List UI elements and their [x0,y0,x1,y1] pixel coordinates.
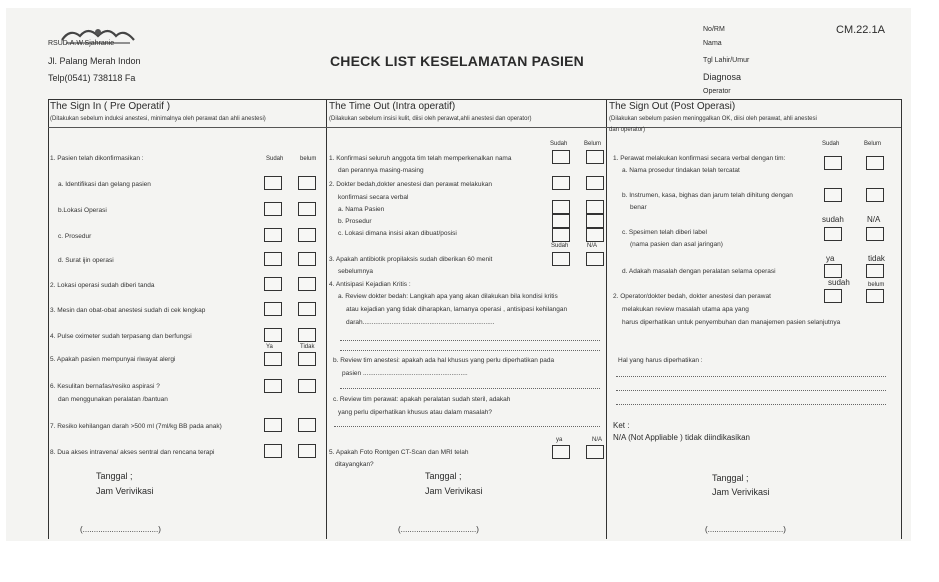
sign-out-col-tidak: tidak [868,254,885,263]
sign-out-item: 1. Perawat melakukan konfirmasi secara verbal dengan tim: [613,155,786,162]
sign-in-procedure-belum-checkbox[interactable] [298,228,316,242]
time-out-incision-belum-checkbox[interactable] [586,228,604,242]
sign-in-blood-loss-ya-checkbox[interactable] [264,418,282,432]
sign-out-item: melakukan review masalah utama apa yang [622,306,749,313]
sign-in-item: a. Identifikasi dan gelang pasien [58,181,151,188]
column-divider [326,99,327,539]
time-out-col-na: N/A [587,243,598,249]
sign-in-item: dan menggunakan peralatan /bantuan [58,396,168,403]
sign-in-col-tidak: Tidak [300,344,315,350]
sign-out-item: b. Instrumen, kasa, bighas dan jarum telah dihitung dengan [622,192,793,199]
sign-in-item: 1. Pasien telah dikonfirmasikan : [50,155,144,162]
time-out-item: 2. Dokter bedah,dokter anestesi dan perawat melakukan [329,181,492,188]
page-title: CHECK LIST KESELAMATAN PASIEN [330,53,584,69]
form-code: CM.22.1A [836,24,885,36]
time-out-item: a. Nama Pasien [338,206,385,213]
time-out-procedure-sudah-checkbox[interactable] [552,214,570,228]
hospital-phone: Telp(0541) 738118 Fa [48,73,136,83]
sign-in-col-belum: belum [300,156,317,162]
time-out-item: 3. Apakah antibiotik propilaksis sudah diberikan 60 menit [329,256,493,263]
time-out-item: darah......................................................................... [346,319,495,326]
sign-in-machine-sudah-checkbox[interactable] [264,302,282,316]
sign-out-col-na: N/A [867,215,881,224]
sign-out-instrument-belum-checkbox[interactable] [866,188,884,202]
sign-out-subtitle: (Dilakukan sebelum pasien meninggalkan OK, diisi oleh perawat, ahli anestesi [609,116,817,122]
time-out-col-ya: ya [556,437,563,443]
time-out-item: c. Lokasi dimana insisi akan dibuat/posisi [338,230,457,237]
time-out-incision-sudah-checkbox[interactable] [552,228,570,242]
sign-in-consent-belum-checkbox[interactable] [298,252,316,266]
patient-no-rm-label: No/RM [703,26,725,33]
time-out-item: 4. Antisipasi Kejadian Kritis : [329,281,411,288]
sign-in-airway-ya-checkbox[interactable] [264,379,282,393]
sign-out-review-belum-checkbox[interactable] [866,289,884,303]
sign-in-item: 8. Dua akses intravena/ akses sentral dan rencana terapi [50,449,215,456]
time-out-col-na2: N/A [592,437,603,443]
sign-out-time-label: Jam Verivikasi [712,487,770,497]
time-out-item: atau kejadian yang tidak diharapkan, lamanya operasi , antisipasi kehilangan [346,306,568,313]
sign-out-equipment-ya-checkbox[interactable] [824,264,842,278]
sign-in-item: 7. Resiko kehilangan darah >500 ml (7ml/kg BB pada anak) [50,423,222,430]
sign-out-item: (nama pasien dan asal jaringan) [630,241,723,248]
sign-out-specimen-na-checkbox[interactable] [866,227,884,241]
time-out-antibiotic-sudah-checkbox[interactable] [552,252,570,266]
sign-out-date-label: Tanggal ; [712,473,749,483]
sign-out-notes-line[interactable] [616,390,886,391]
hospital-name: RSUD.A.W.Sjahranie [48,40,115,47]
sign-in-date-label: Tanggal ; [96,471,133,481]
time-out-patient-name-sudah-checkbox[interactable] [552,200,570,214]
time-out-item: yang perlu diperhatikan khusus atau dalam masalah? [338,409,492,416]
sign-out-col-sudah3: sudah [828,278,850,287]
header-divider [48,127,901,128]
sign-in-col-sudah: Sudah [266,156,284,162]
patient-dob-label: Tgl Lahir/Umur [703,57,750,64]
sign-out-col-belum2: belum [868,282,885,288]
time-out-item: ditayangkan? [335,461,374,468]
sign-in-item: b.Lokasi Operasi [58,207,107,214]
sign-in-item: 2. Lokasi operasi sudah diberi tanda [50,282,155,289]
patient-name-label: Nama [703,40,722,47]
time-out-verbal-belum-checkbox[interactable] [586,176,604,190]
sign-out-subtitle-2: dan operator) [609,127,646,133]
sign-out-item: d. Adakah masalah dengan peralatan selama operasi [622,268,776,275]
sign-in-location-sudah-checkbox[interactable] [264,202,282,216]
sign-out-ket-label: Ket : [613,421,630,430]
sign-out-col-belum: Belum [864,141,882,147]
time-out-item: c. Review tim perawat: apakah peralatan sudah steril, adakah [333,396,511,403]
sign-in-col-ya: Ya [266,344,273,350]
time-out-antibiotic-na-checkbox[interactable] [586,252,604,266]
sign-in-airway-tidak-checkbox[interactable] [298,379,316,393]
time-out-item: a. Review dokter bedah: Langkah apa yang akan dilakukan bila kondisi kritis [338,293,558,300]
sign-in-oximeter-sudah-checkbox[interactable] [264,328,282,342]
time-out-item: dan perannya masing-masing [338,167,424,174]
sign-in-title: The Sign In ( Pre Operatif ) [50,101,171,112]
sign-in-oximeter-belum-checkbox[interactable] [298,328,316,342]
time-out-imaging-ya-checkbox[interactable] [552,445,570,459]
time-out-imaging-na-checkbox[interactable] [586,445,604,459]
time-out-notes-line[interactable] [334,426,600,427]
sign-in-item: d. Surat ijin operasi [58,257,114,264]
time-out-notes-line[interactable] [340,388,600,389]
sign-out-item: harus diperhatikan untuk penyembuhan dan manajemen pasien selanjutnya [622,319,841,326]
sign-out-item: benar [630,204,647,211]
sign-out-verbal-belum-checkbox[interactable] [866,156,884,170]
sign-in-consent-sudah-checkbox[interactable] [264,252,282,266]
sign-out-item: Hal yang harus diperhatikan : [618,357,703,364]
time-out-patient-name-belum-checkbox[interactable] [586,200,604,214]
time-out-subtitle: (Dilakukan sebelum insisi kulit, diisi oleh perawat,ahli anestesi dan operator) [329,116,532,122]
sign-out-equipment-tidak-checkbox[interactable] [866,264,884,278]
time-out-col-sudah2: Sudah [551,243,569,249]
time-out-team-sudah-checkbox[interactable] [552,150,570,164]
sign-out-instrument-sudah-checkbox[interactable] [824,188,842,202]
sign-out-specimen-sudah-checkbox[interactable] [824,227,842,241]
sign-in-item: 5. Apakah pasien mempunyai riwayat alergi [50,356,176,363]
time-out-time-label: Jam Verivikasi [425,486,483,496]
sign-in-iv-access-ya-checkbox[interactable] [264,444,282,458]
hospital-address: Jl. Palang Merah Indon [48,56,141,66]
sign-in-site-marked-sudah-checkbox[interactable] [264,277,282,291]
sign-out-review-sudah-checkbox[interactable] [824,289,842,303]
sign-in-machine-belum-checkbox[interactable] [298,302,316,316]
sign-in-identity-sudah-checkbox[interactable] [264,176,282,190]
time-out-date-label: Tanggal ; [425,471,462,481]
sign-out-notes-line[interactable] [616,376,886,377]
time-out-notes-line[interactable] [340,350,600,351]
sign-in-subtitle: (Ditakukan sebelum induksi anestesi, minimalnya oleh perawat dan ahli anestesi) [50,116,266,122]
time-out-item: b. Prosedur [338,218,372,225]
time-out-title: The Time Out (Intra operatif) [329,101,456,112]
sign-out-item: 2. Operator/dokter bedah, dokter anestesi dan perawat [613,293,771,300]
sign-out-item: a. Nama prosedur tindakan telah tercatat [622,167,740,174]
sign-in-site-marked-belum-checkbox[interactable] [298,277,316,291]
sign-in-location-belum-checkbox[interactable] [298,202,316,216]
patient-diagnosis-label: Diagnosa [703,72,742,82]
sign-in-signature-line[interactable]: (..................................) [80,525,161,534]
time-out-col-belum: Belum [584,141,602,147]
sign-out-item: c. Spesimen telah diberi label [622,229,707,236]
patient-operator-label: Operator [703,88,731,95]
sign-in-iv-access-tidak-checkbox[interactable] [298,444,316,458]
sign-in-allergy-tidak-checkbox[interactable] [298,352,316,366]
sign-in-allergy-ya-checkbox[interactable] [264,352,282,366]
time-out-col-sudah: Sudah [550,141,568,147]
sign-out-col-sudah2: sudah [822,215,844,224]
sign-in-item: c. Prosedur [58,233,92,240]
time-out-item: 1. Konfirmasi seluruh anggota tim telah memperkenalkan nama [329,155,512,162]
column-divider [48,99,49,539]
time-out-item: pasien .......................................................... [342,370,468,377]
sign-in-item: 4. Pulse oximeter sudah terpasang dan berfungsi [50,333,192,340]
sign-out-col-sudah: Sudah [822,141,840,147]
time-out-item: sebelumnya [338,268,374,275]
sign-in-item: 3. Mesin dan obat-obat anestesi sudah di cek lengkap [50,307,206,314]
time-out-item: konfirmasi secara verbal [338,194,409,201]
time-out-item: 5. Apakah Foto Rontgen CT-Scan dan MRI telah [329,449,469,456]
time-out-procedure-belum-checkbox[interactable] [586,214,604,228]
sign-out-verbal-sudah-checkbox[interactable] [824,156,842,170]
sign-out-title: The Sign Out (Post Operasi) [609,101,736,112]
sign-in-item: 6. Kesulitan bernafas/resiko aspirasi ? [50,383,160,390]
sign-in-time-label: Jam Verivikasi [96,486,154,496]
column-divider [901,99,902,539]
sign-out-ket-text: N/A (Not Appliable ) tidak diindikasikan [613,433,750,442]
sign-out-signature-line[interactable]: (..................................) [705,525,786,534]
sign-in-procedure-sudah-checkbox[interactable] [264,228,282,242]
sign-in-identity-belum-checkbox[interactable] [298,176,316,190]
sign-in-blood-loss-tidak-checkbox[interactable] [298,418,316,432]
time-out-item: b. Review tim anestesi: apakah ada hal khusus yang perlu diperhatikan pada [333,357,555,364]
time-out-team-belum-checkbox[interactable] [586,150,604,164]
time-out-notes-line[interactable] [340,340,600,341]
time-out-verbal-sudah-checkbox[interactable] [552,176,570,190]
sign-out-notes-line[interactable] [616,404,886,405]
sign-out-col-ya: ya [826,254,835,263]
column-divider [606,99,607,539]
time-out-signature-line[interactable]: (..................................) [398,525,479,534]
